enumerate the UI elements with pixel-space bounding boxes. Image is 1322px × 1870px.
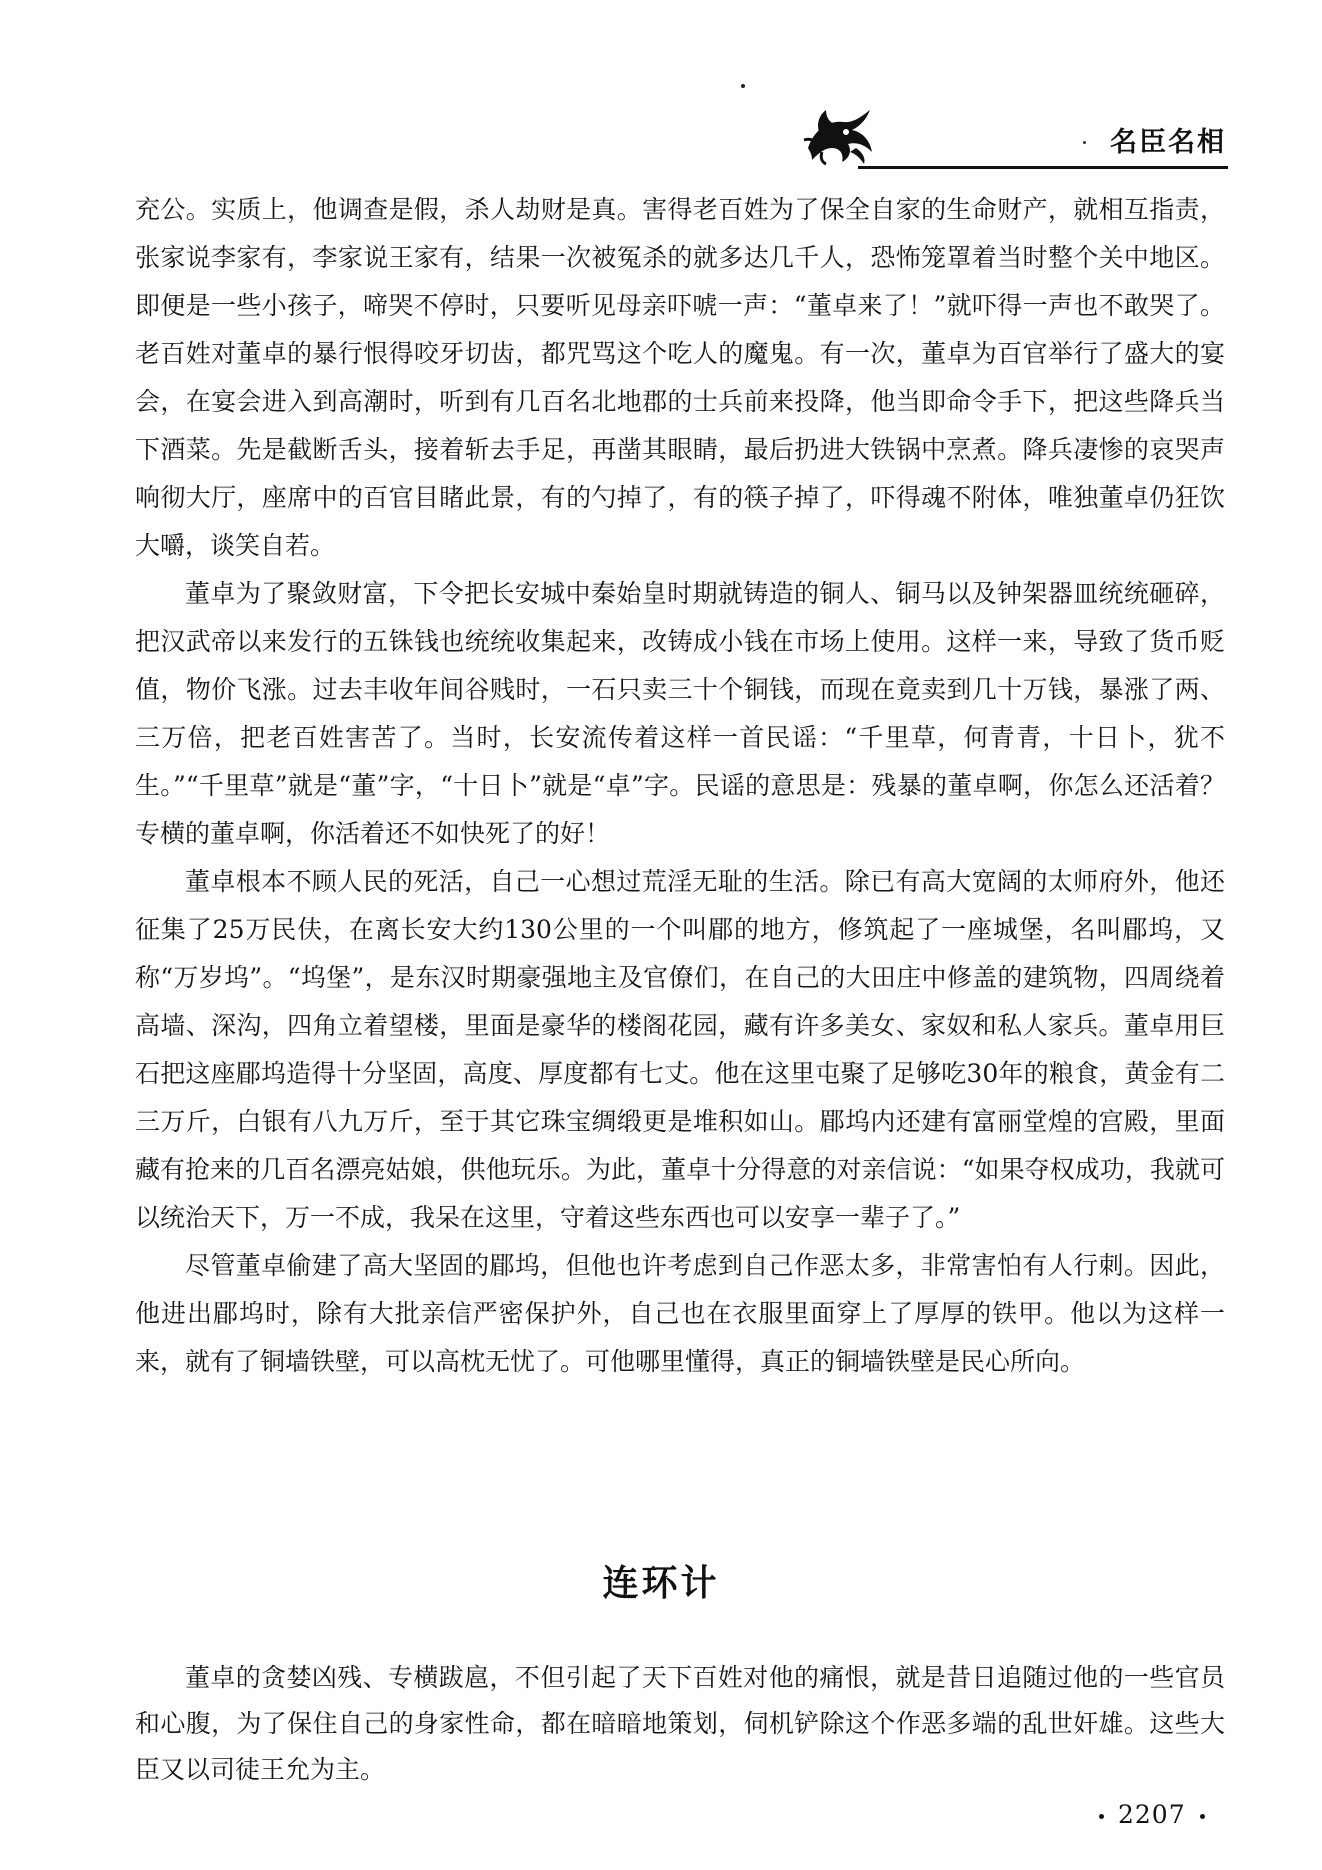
section-heading: 连环计 — [602, 1563, 720, 1604]
paragraph-3: 董卓根本不顾人民的死活，自己一心想过荒淫无耻的生活。除已有高大宽阔的太师府外，他还征集了25万民伕，在离长安大约130公里的一个叫郿的地方，修筑起了一座城堡，名叫郿坞，又称“万岁坞”。“坞堡”，是东汉时期豪强地主及官僚们，在自己的大田庄中修盖的建筑物，四周绕着高墙、深沟，四角立着望楼，里面是豪华的楼阁花园，藏有许多美女、家奴和私人家兵。董卓用巨石把这座郿坞造得十分坚固，高度、厚度都有七丈。他在这里屯聚了足够吃30年的粮食，黄金有二三万斤，白银有八九万斤，至于其它珠宝绸缎更是堆积如山。郿坞内还建有富丽堂煌的宫殿，里面藏有抢来的几百名漂亮姑娘，供他玩乐。为此，董卓十分得意的对亲信说：“如果夺权成功，我就可以统治天下，万一不成，我呆在这里，守着这些东西也可以安享一辈子了。” — [135, 867, 1225, 1232]
page-number — [1085, 1800, 1219, 1829]
running-title: 名臣名相 — [1110, 127, 1226, 158]
paragraph-2: 董卓为了聚敛财富，下令把长安城中秦始皇时期就铸造的铜人、铜马以及钟架器皿统统砸碎，把汉武帝以来发行的五铢钱也统统收集起来，改铸成小钱在市场上使用。这样一来，导致了货币贬值，物价飞涨。过去丰收年间谷贱时，一石只卖三十个铜钱，而现在竟卖到几十万钱，暴涨了两、三万倍，把老百姓害苦了。当时，长安流传着这样一首民谣：“千里草，何青青，十日卜，犹不生。”“千里草”就是“董”字，“十日卜”就是“卓”字。民谣的意思是：残暴的董卓啊，你怎么还活着？专横的董卓啊，你活着还不如快死了的好！ — [135, 579, 1225, 848]
paragraph-1: 充公。实质上，他调查是假，杀人劫财是真。害得老百姓为了保全自家的生命财产，就相互指责，张家说李家有，李家说王家有，结果一次被冤杀的就多达几千人，恐怖笼罩着当时整个关中地区。即便是一些小孩子，啼哭不停时，只要听见母亲吓唬一声：“董卓来了！”就吓得一声也不敢哭了。老百姓对董卓的暴行恨得咬牙切齿，都咒骂这个吃人的魔鬼。有一次，董卓为百官举行了盛大的宴会，在宴会进入到高潮时，听到有几百名北地郡的士兵前来投降，他当即命令手下，把这些降兵当下酒菜。先是截断舌头，接着斩去手足，再凿其眼睛，最后扔进大铁锅中烹煮。降兵凄惨的哀哭声响彻大厅，座席中的百官目睹此景，有的勺掉了，有的筷子掉了，吓得魂不附体，唯独董卓仍狂饮大嚼，谈笑自若。 — [135, 195, 1225, 560]
header-rule — [858, 166, 1228, 169]
paragraph-4: 尽管董卓偷建了高大坚固的郿坞，但他也许考虑到自己作恶太多，非常害怕有人行刺。因此，他进出郿坞时，除有大批亲信严密保护外，自己也在衣服里面穿上了厚厚的铁甲。他以为这样一来，就有了铜墙铁壁，可以高枕无忧了。可他哪里懂得，真正的铜墙铁壁是民心所向。 — [135, 1251, 1225, 1376]
page-number-value: 2207 — [1118, 1800, 1186, 1829]
header-dot — [1083, 141, 1086, 144]
dragon-emblem-icon — [800, 104, 878, 166]
section-paragraph-1: 董卓的贪婪凶残、专横跋扈，不但引起了天下百姓对他的痛恨，就是昔日追随过他的一些官员和心腹，为了保住自己的身家性命，都在暗暗地策划，伺机铲除这个作恶多端的乱世奸雄。这些大臣又以司徒王允为主。 — [135, 1663, 1225, 1784]
bullet-icon — [1099, 1814, 1104, 1819]
scan-speck — [741, 84, 745, 88]
section-body — [135, 1655, 1225, 1793]
body-text — [135, 186, 1225, 1386]
bullet-icon — [1200, 1814, 1205, 1819]
